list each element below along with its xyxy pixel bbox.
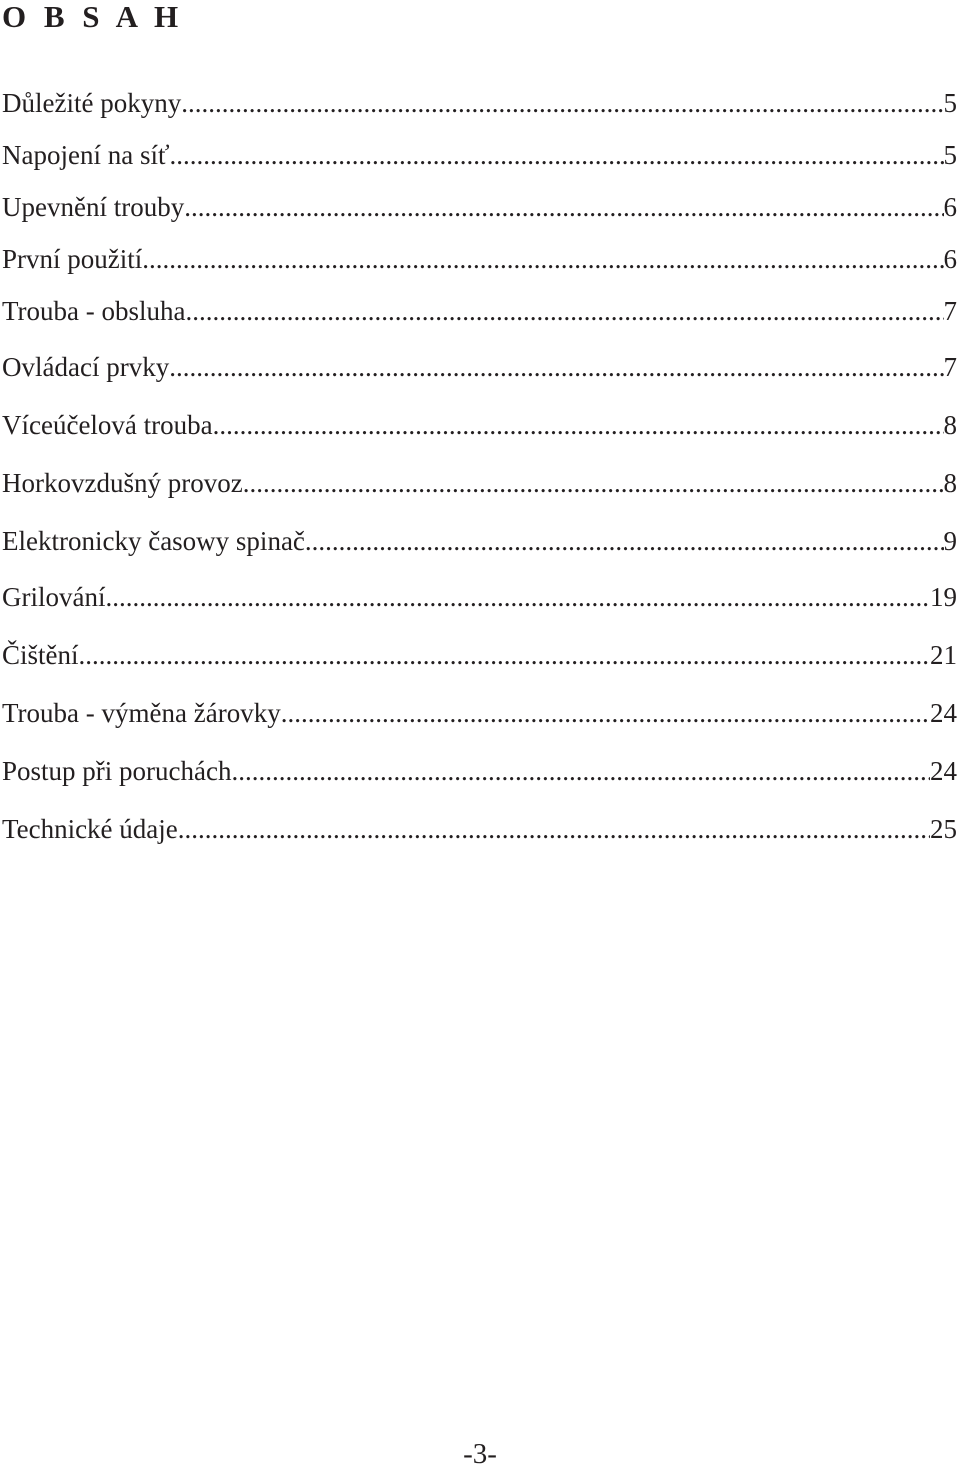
toc-dot-leader xyxy=(170,137,944,173)
toc-entry xyxy=(2,523,957,559)
toc-entry-page: 7 xyxy=(943,352,957,382)
toc-entry-page: 24 xyxy=(930,756,957,786)
toc-entry xyxy=(2,695,957,731)
toc-dot-leader xyxy=(79,637,930,673)
toc-dot-leader xyxy=(305,523,944,559)
toc-dot-leader xyxy=(231,753,930,789)
toc-dot-leader xyxy=(186,293,944,329)
toc-dot-leader xyxy=(178,811,930,847)
toc-dot-leader xyxy=(213,407,944,443)
toc-dot-leader xyxy=(281,695,930,731)
toc-entry-label: Víceúčelová trouba xyxy=(2,410,213,440)
toc-entry-label: Horkovzdušný provoz xyxy=(2,468,243,498)
toc-entry-label: Ovládací prvky xyxy=(2,352,170,382)
page-number: -3- xyxy=(463,1438,497,1470)
page-title: O B S A H xyxy=(2,0,184,34)
toc-entry xyxy=(2,637,957,673)
toc-entry-label: První použití xyxy=(2,244,143,274)
toc-entry xyxy=(2,811,957,847)
toc-entry-page: 8 xyxy=(943,410,957,440)
toc-entry-page: 7 xyxy=(943,296,957,326)
toc-entry xyxy=(2,189,957,225)
toc-entry xyxy=(2,85,957,121)
toc-dot-leader xyxy=(142,241,943,277)
toc-dot-leader xyxy=(169,349,943,385)
toc-entry-label: Čištění xyxy=(2,640,79,670)
toc-dot-leader xyxy=(105,579,930,615)
toc-entry-page: 6 xyxy=(943,192,957,222)
toc-entry xyxy=(2,293,957,329)
toc-entry-page: 5 xyxy=(943,140,957,170)
toc-entry xyxy=(2,407,957,443)
toc-entry xyxy=(2,137,957,173)
toc-entry-label: Elektronicky časowy spinač xyxy=(2,526,305,556)
toc-entry-page: 25 xyxy=(930,814,957,844)
toc-entry-page: 24 xyxy=(930,698,957,728)
toc-entry-label: Postup při poruchách xyxy=(2,756,232,786)
toc-entry-page: 21 xyxy=(930,640,957,670)
toc-entry-page: 5 xyxy=(943,88,957,118)
toc-entry-page: 9 xyxy=(943,526,957,556)
toc-entry-label: Důležité pokyny xyxy=(2,88,182,118)
toc-entry-label: Trouba - výměna žárovky xyxy=(2,698,281,728)
toc-entry-label: Technické údaje xyxy=(2,814,178,844)
toc-entry-label: Upevnění trouby xyxy=(2,192,185,222)
toc-entry-label: Napojení na síť xyxy=(2,140,170,170)
toc-dot-leader xyxy=(181,85,943,121)
toc-dot-leader xyxy=(243,465,944,501)
toc-entry-page: 8 xyxy=(943,468,957,498)
toc-entry xyxy=(2,465,957,501)
toc-entry-label: Trouba - obsluha xyxy=(2,296,186,326)
toc-entry-label: Grilování xyxy=(2,582,106,612)
toc-entry xyxy=(2,753,957,789)
toc-entry xyxy=(2,241,957,277)
toc-entry xyxy=(2,349,957,385)
toc-entry xyxy=(2,579,957,615)
toc-entry-page: 6 xyxy=(943,244,957,274)
toc-dot-leader xyxy=(184,189,943,225)
toc-entry-page: 19 xyxy=(930,582,957,612)
